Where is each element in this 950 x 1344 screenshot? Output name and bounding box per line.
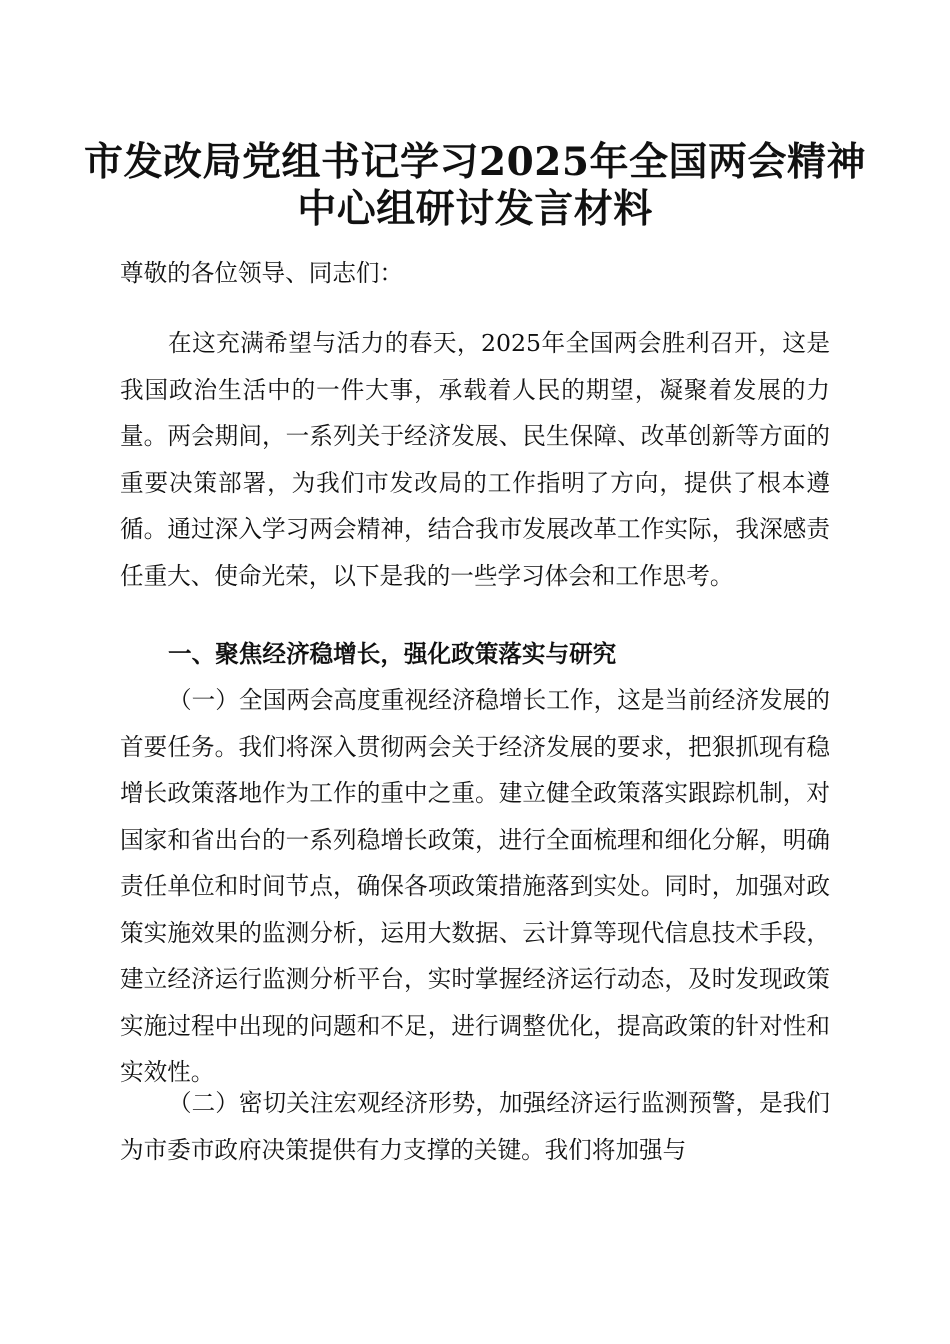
document-title-line-2: 中心组研讨发言材料 (297, 186, 653, 232)
document-title-line-1: 市发改局党组书记学习2025年全国两会精神 (83, 139, 867, 185)
intro-paragraph: 在这充满希望与活力的春天，2025年全国两会胜利召开，这是我国政治生活中的一件大事，承载着人民的期望，凝聚着发展的力量。两会期间，一系列关于经济发展、民生保障、改革创新等方面的重要决策部署，为我们市发改局的工作指明了方向，提供了根本遵循。通过深入学习两会精神，结合我市发展改革工作实际，我深感责任重大、使命光荣，以下是我的一些学习体会和工作思考。 (120, 329, 830, 590)
section-1-paragraph-2: （二）密切关注宏观经济形势，加强经济运行监测预警，是我们为市委市政府决策提供有力支撑的关键。我们将加强与 (120, 1089, 830, 1164)
salutation: 尊敬的各位领导、同志们： (120, 259, 404, 287)
section-1-paragraph-1: （一）全国两会高度重视经济稳增长工作，这是当前经济发展的首要任务。我们将深入贯彻两会关于经济发展的要求，把狠抓现有稳增长政策落地作为工作的重中之重。建立健全政策落实跟踪机制，对国家和省出台的一系列稳增长政策，进行全面梳理和细化分解，明确责任单位和时间节点，确保各项政策措施落到实处。同时，加强对政策实施效果的监测分析，运用大数据、云计算等现代信息技术手段，建立经济运行监测分析平台，实时掌握经济运行动态，及时发现政策实施过程中出现的问题和不足，进行调整优化，提高政策的针对性和实效性。 (120, 686, 830, 1086)
section-1-heading: 一、聚焦经济稳增长，强化政策落实与研究 (168, 640, 617, 668)
